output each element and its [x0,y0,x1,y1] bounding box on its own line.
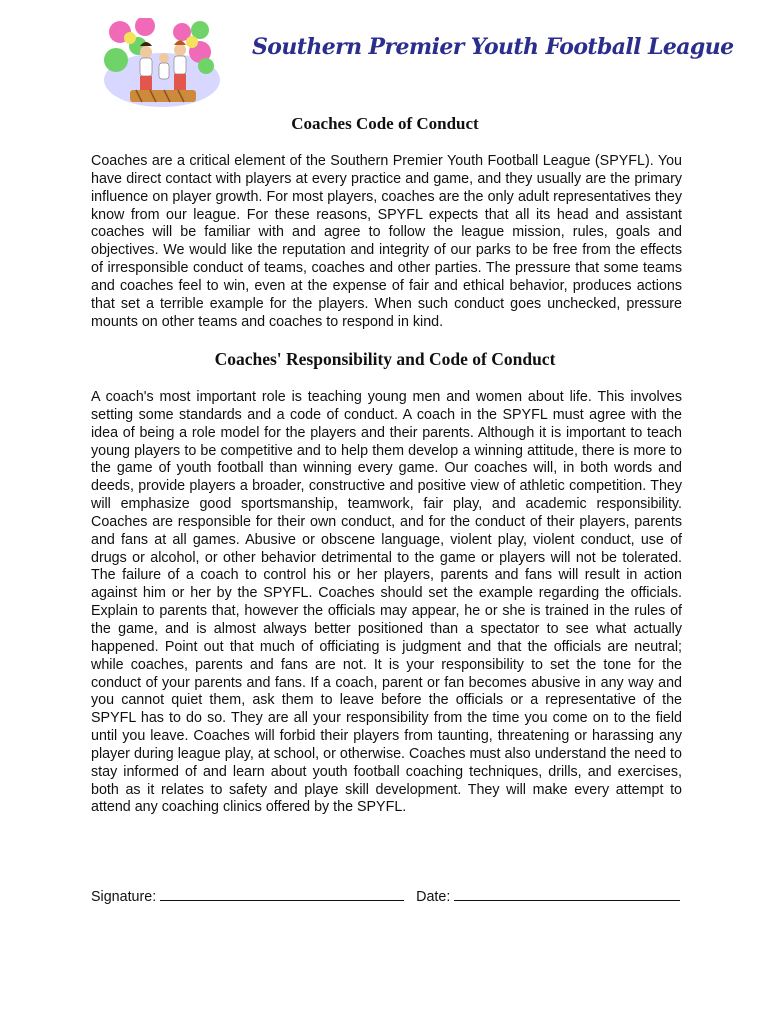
signature-row [91,888,691,905]
responsibility-paragraph: A coach's most important role is teaching young men and women about life. This involves setting some standards and a code of conduct. A coach in the SPYFL must agree with the idea of being a role model for the players and their parents. Although it is important to teach young players to be competitive and to help them develop a winning attitude, there is more to the game of youth football than winning every game. Our coaches will, in both words and deeds, provide players a broader, constructive and positive view of athletic competition. They will emphasize good sportsmanship, teamwork, fair play, and academic responsibility. Coaches are responsible for their own conduct, and for the conduct of their players, parents and fans at all games. Abusive or obscene language, violent play, violent conduct, use of drugs or alcohol, or other behavior detrimental to the game or players will not be tolerated. The failure of a coach to control his or her players, parents and fans will result in action against him or her by the SPYFL. Coaches should set the example regarding the officials. Explain to parents that, however the officials may appear, he or she is trained in the rules of the game, and is almost always better positioned than a spectator to see what actually happened. Point out that much of officiating is judgment and that the officials are neutral; while coaches, parents and fans are not. It is your responsibility to set the tone for the conduct of your parents and fans. If a coach, parent or fan becomes abusive in any way and you cannot quiet them, ask them to leave before the officials or a representative of the SPYFL has to do so. They are all your responsibility from the time you come on to the field until you leave. Coaches will forbid their players from taunting, threatening or harassing any player during league play, at school, or otherwise. Coaches must also understand the need to stay informed of and learn about youth football coaching techniques, drills, and exercises, both as it relates to safety and playe skill development. They will make every attempt to attend any coaching clinics offered by the SPYFL. [91,389,682,816]
league-title: Southern Premier Youth Football League [252,34,734,60]
signature-field[interactable] [160,888,404,901]
signature-label: Signature: [91,889,157,905]
intro-paragraph: Coaches are a critical element of the Southern Premier Youth Football League (SPYFL). You have direct contact with players at every practice and game, and they usually are the primary influence on player growth. For most players, coaches are the only adult representatives they know from our league. For these reasons, SPYFL expects that all its head and assistant coaches will be familiar with and agree to follow the league mission, rules, goals and objectives. We would like the reputation and integrity of our parks to be free from the effects of irresponsible conduct of teams, coaches and other parties. The pressure that some teams and coaches feel to win, even at the expense of fair and ethical behavior, produces actions that set a terrible example for the players. When such conduct goes unchecked, pressure mounts on other teams and coaches to respond in kind. [91,153,682,330]
date-field[interactable] [454,888,680,901]
section-title-responsibility: Coaches' Responsibility and Code of Conduct [214,349,556,369]
section-title-code-of-conduct: Coaches Code of Conduct [291,114,479,133]
cheerleaders-clipart-icon [100,18,230,110]
date-label: Date: [416,889,451,905]
